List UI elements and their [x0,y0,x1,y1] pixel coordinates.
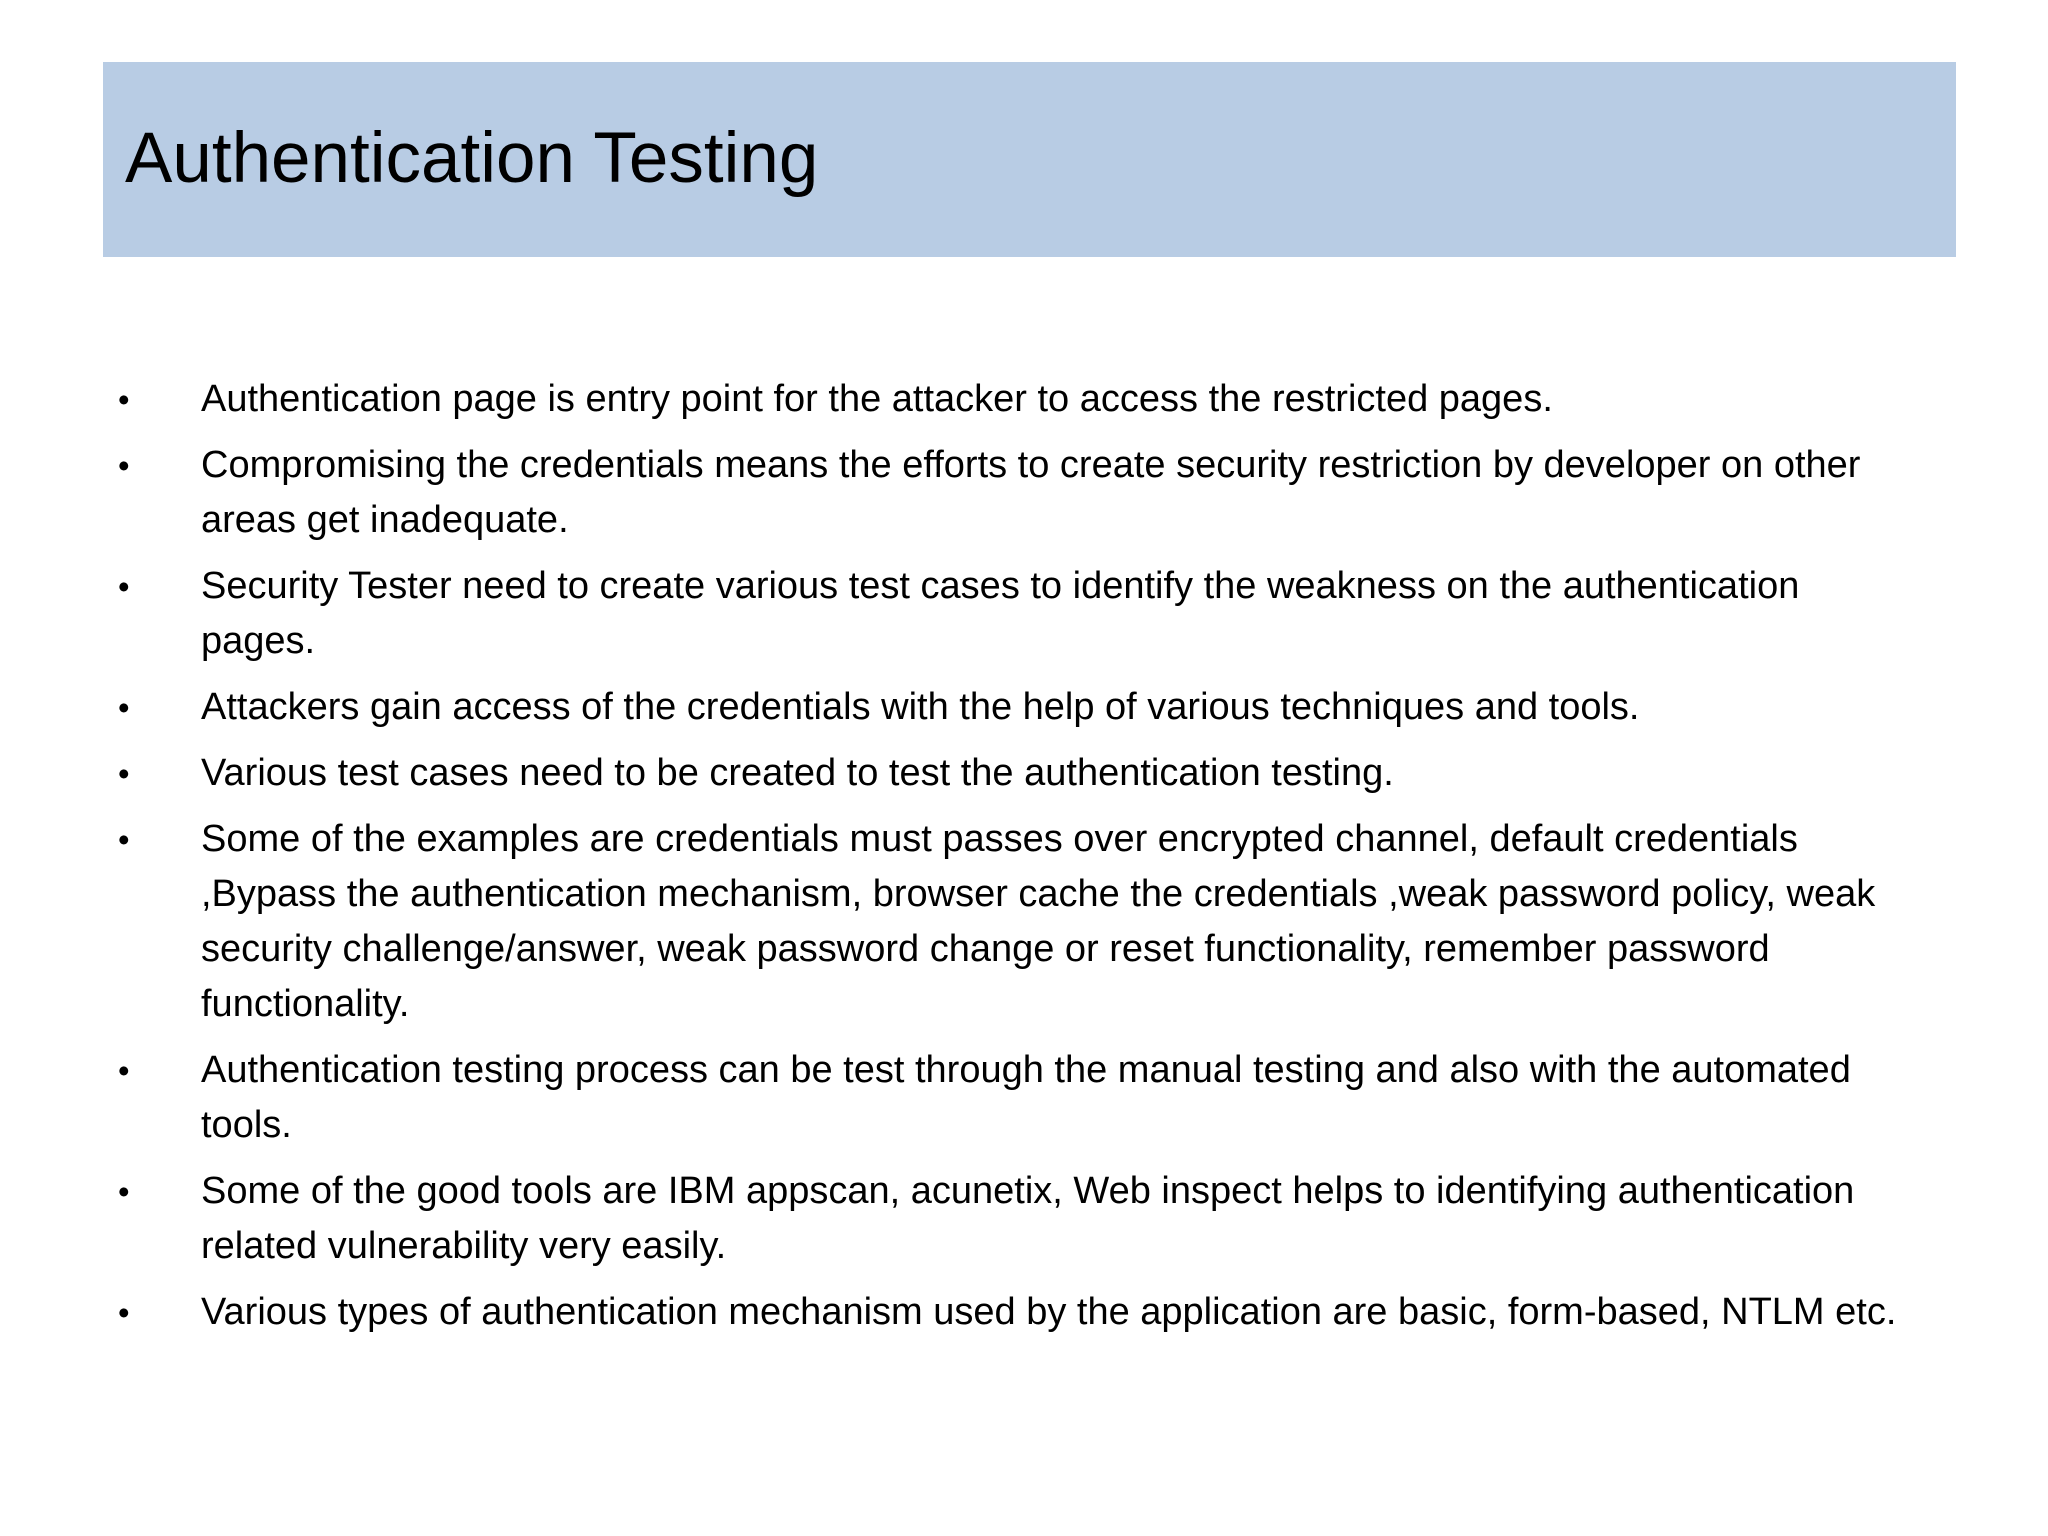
bullet-text: Attackers gain access of the credentials with the help of various techniques and tools. [201,686,1640,728]
bullet-item [118,559,1898,669]
bullet-text: Some of the good tools are IBM appscan, acunetix, Web inspect helps to identifying authentication related vulnerability very easily. [201,1170,1855,1267]
bullet-item [118,746,1898,801]
bullet-text: Authentication page is entry point for the attacker to access the restricted pages. [201,378,1553,420]
bullet-text: Some of the examples are credentials must passes over encrypted channel, default credentials ,Bypass the authentication mechanism, browser cache the credentials ,weak password policy, weak security challenge/answer, weak password change or reset functionality, remember password functionality. [201,818,1876,1025]
bullet-item [118,1285,1898,1340]
bullet-item [118,438,1898,548]
bullet-icon: • [118,1052,130,1089]
bullet-text: Compromising the credentials means the efforts to create security restriction by developer on other areas get inadequate. [201,444,1861,541]
bullet-item [118,812,1898,1032]
bullet-icon: • [118,689,130,726]
bullet-icon: • [118,381,130,418]
bullet-text: Authentication testing process can be test through the manual testing and also with the automated tools. [201,1049,1851,1146]
bullet-item [118,372,1898,427]
bullet-text: Security Tester need to create various test cases to identify the weakness on the authentication pages. [201,565,1800,662]
bullet-item [118,1164,1898,1274]
bullet-icon: • [118,1173,130,1210]
bullet-text: Various test cases need to be created to test the authentication testing. [201,752,1394,794]
bullet-list [118,372,1898,1351]
bullet-item [118,680,1898,735]
bullet-icon: • [118,1294,130,1331]
bullet-icon: • [118,568,130,605]
slide-title: Authentication Testing [125,119,819,198]
title-band [103,62,1956,257]
bullet-icon: • [118,755,130,792]
bullet-icon: • [118,447,130,484]
bullet-icon: • [118,821,130,858]
bullet-text: Various types of authentication mechanism used by the application are basic, form-based, NTLM etc. [201,1291,1897,1333]
bullet-item [118,1043,1898,1153]
